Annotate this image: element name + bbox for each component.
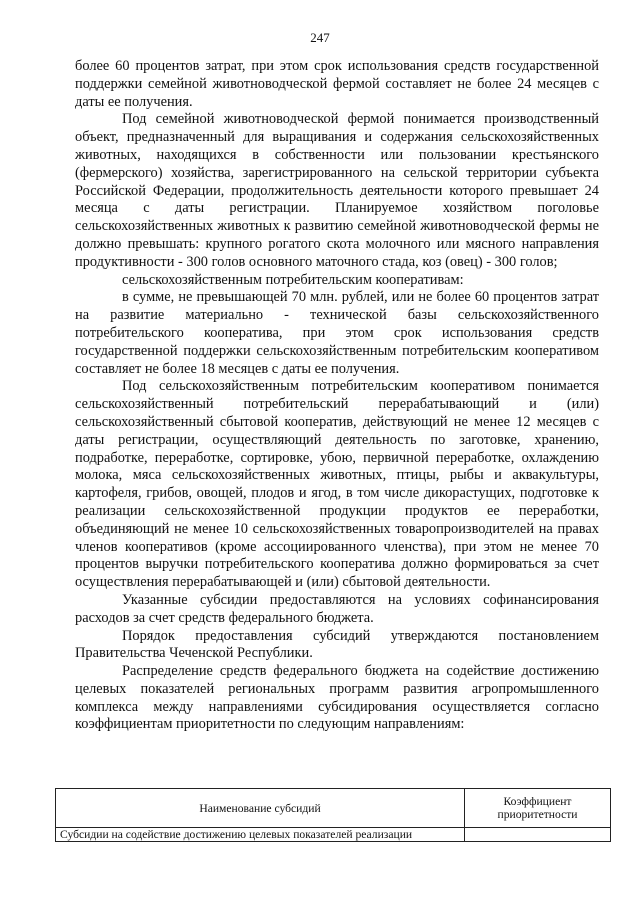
document-body [75, 58, 599, 734]
table-header-row [56, 789, 611, 828]
paragraph: Распределение средств федерального бюджета на содействие достижению целевых показателей региональных программ развития агропромышленного комплекса между направлениями субсидирования осуществляется согласно коэффициентам приоритетности по следующим направлениям: [75, 663, 599, 733]
page-number: 247 [310, 30, 330, 45]
table-cell-coefficient [465, 828, 611, 842]
paragraph: сельскохозяйственным потребительским кооперативам: [122, 271, 464, 288]
table-cell-subsidy-name: Субсидии на содействие достижению целевых показателей реализации [56, 828, 465, 842]
paragraph: более 60 процентов затрат, при этом срок использования средств государственной поддержки семейной животноводческой фермой составляет не более 24 месяцев с даты ее получения. [75, 58, 599, 110]
subsidy-coefficient-table [55, 788, 611, 842]
paragraph: Под семейной животноводческой фермой понимается производственный объект, предназначенный для выращивания и содержания сельскохозяйственных животных, находящихся в собственности или пользовании крестьянского (фермерского) хозяйства, зарегистрированного на сельской территории субъекта Российской Федерации, продолжительность деятельности которого превышает 24 месяца с даты регистрации. Планируемое хозяйством поголовье сельскохозяйственных животных к развитию семейной животноводческой фермы не должно превышать: крупного рогатого скота молочного или мясного направления продуктивности - 300 голов основного маточного стада, коз (овец) - 300 голов; [75, 111, 599, 270]
paragraph: Указанные субсидии предоставляются на условиях софинансирования расходов за счет средств федерального бюджета. [75, 591, 599, 626]
header-priority-coefficient: Коэффициент приоритетности [465, 789, 611, 828]
paragraph: Под сельскохозяйственным потребительским кооперативом понимается сельскохозяйственный потребительский перерабатывающий и (или) сельскохозяйственный сбытовой кооператив, действующий не менее 12 месяцев с даты регистрации, осуществляющий деятельность по заготовке, хранению, подработке, переработке, сортировке, убою, первичной переработке, охлаждению молока, мяса сельскохозяйственных животных, птицы, рыбы и аквакультуры, картофеля, грибов, овощей, плодов и ягод, в том числе дикорастущих, подготовке к реализации сельскохозяйственной продукции продуктов ее переработки, объединяющий не менее 10 сельскохозяйственных товаропроизводителей на правах членов кооперативов (кроме ассоциированного членства), при этом не менее 70 процентов выручки потребительского кооператива должно формироваться за счет осуществления перерабатывающей и (или) сбытовой деятельности. [75, 378, 599, 591]
paragraph: в сумме, не превышающей 70 млн. рублей, или не более 60 процентов затрат на развитие материально - технической базы сельскохозяйственного потребительского кооператива, при этом срок использования средств государственной поддержки сельскохозяйственным потребительским кооперативом составляет не более 18 месяцев с даты ее получения. [75, 289, 599, 377]
table-row [56, 828, 611, 842]
header-subsidy-name: Наименование субсидий [56, 789, 465, 828]
paragraph: Порядок предоставления субсидий утверждаются постановлением Правительства Чеченской Республики. [75, 627, 599, 662]
